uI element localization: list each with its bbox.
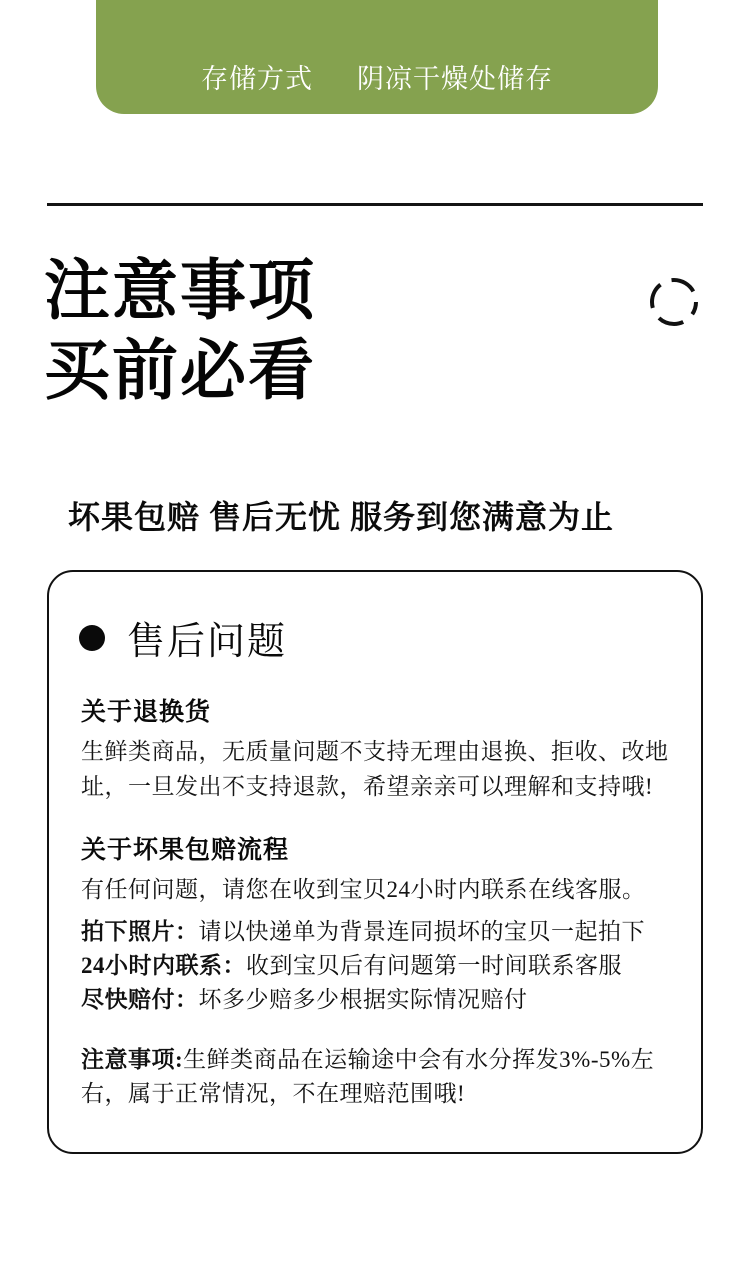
step-photo-label: 拍下照片： xyxy=(81,919,199,944)
service-slogan: 坏果包赔 售后无忧 服务到您满意为止 xyxy=(68,499,615,535)
important-note xyxy=(81,1043,671,1111)
storage-banner-content xyxy=(201,57,553,96)
storage-method-label: 存储方式 xyxy=(201,64,313,94)
page-title-line-1: 注意事项 xyxy=(44,255,316,328)
section-returns-heading: 关于退换货 xyxy=(81,699,212,726)
important-note-value: 生鲜类商品在运输途中会有水分挥发3%-5%左右，属于正常情况，不在理赔范围哦! xyxy=(81,1047,655,1106)
step-contact-label: 24小时内联系： xyxy=(81,953,246,978)
step-payout xyxy=(81,983,671,1017)
section-compensation-text: 有任何问题，请您在收到宝贝24小时内联系在线客服。 xyxy=(81,877,646,902)
card-body xyxy=(81,692,671,1111)
filled-dot-icon xyxy=(79,625,105,651)
step-payout-value: 坏多少赔多少根据实际情况赔付 xyxy=(198,987,528,1012)
step-contact-value: 收到宝贝后有问题第一时间联系客服 xyxy=(246,953,622,978)
step-photo xyxy=(81,915,671,949)
card-title-row xyxy=(79,610,287,665)
storage-banner xyxy=(96,0,658,114)
dashed-circle-icon xyxy=(648,276,700,328)
section-compensation xyxy=(81,830,671,907)
card-title: 售后问题 xyxy=(127,621,288,663)
section-returns-text: 生鲜类商品，无质量问题不支持无理由退换、拒收、改地址，一旦发出不支持退款，希望亲亲可以理解和支持哦! xyxy=(81,739,669,799)
storage-method-value: 阴凉干燥处储存 xyxy=(357,64,553,94)
important-note-label: 注意事项: xyxy=(81,1047,184,1072)
section-compensation-heading: 关于坏果包赔流程 xyxy=(81,837,290,864)
section-returns xyxy=(81,692,671,804)
after-sales-card xyxy=(47,570,703,1154)
section-divider xyxy=(47,203,703,206)
step-contact xyxy=(81,949,671,983)
page-title-line-2: 买前必看 xyxy=(44,335,316,408)
page-title xyxy=(44,252,564,412)
step-photo-value: 请以快递单为背景连同损坏的宝贝一起拍下 xyxy=(198,919,645,944)
step-payout-label: 尽快赔付： xyxy=(81,987,199,1012)
